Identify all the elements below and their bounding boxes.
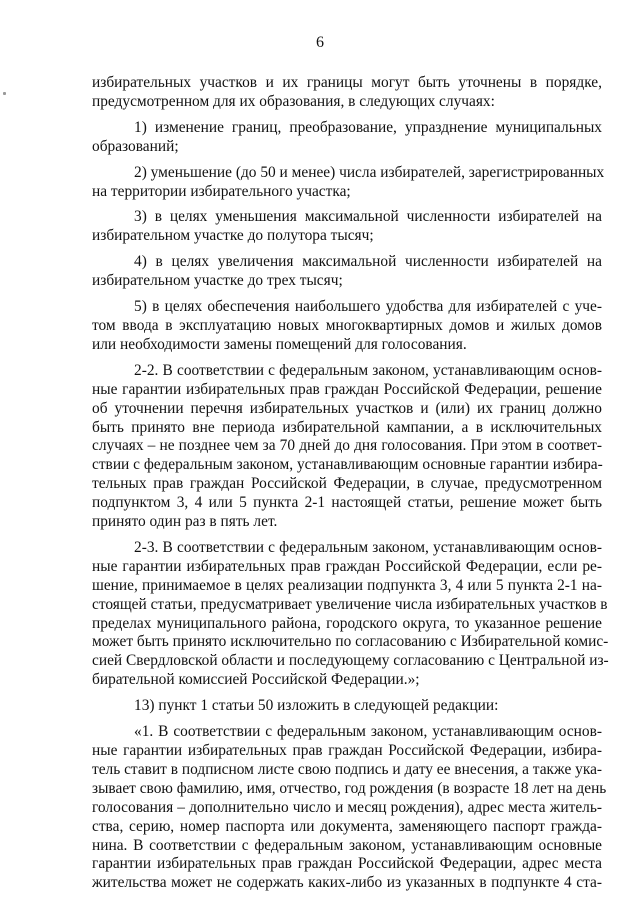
text-line: избирательных участков и их границы могут быть уточнены в порядке, [92,74,602,91]
paragraph [92,74,602,112]
paragraph [92,253,602,291]
text-line: случаях – не позднее чем за 70 дней до дня голосования. При этом в соответ- [92,437,602,455]
document-body [92,74,609,900]
text-line: подпунктом 3, 4 или 5 пункта 2-1 настоящей статьи, решение может быть [92,494,602,512]
text-line: избирательном участке до трех тысяч; [92,272,343,290]
text-line: предусмотренном для их образования, в следующих случаях: [92,92,495,110]
text-line: сией Свердловской области и последующему согласованию с Центральной из- [92,652,609,670]
text-line: тельных прав граждан Российской Федерации, в случае, предусмотренном [92,475,602,493]
text-line: голосования – дополнительно число и месяц рождения), адрес места житель- [92,798,602,816]
paragraph [92,697,602,716]
paragraph [92,362,602,532]
paragraph [92,208,602,246]
text-line: ные гарантии избирательных прав граждан Российской Федерации, избира- [92,742,602,759]
text-line: ные гарантии избирательных прав граждан Российской Федерации, если ре- [92,557,602,575]
scan-mark [3,92,6,95]
page-number: 6 [316,34,324,51]
text-line: 2-2. В соответствии с федеральным законом, устанавливающим основ- [134,361,602,379]
text-line: 4) в целях увеличения максимальной численности избирателей на [134,253,602,271]
text-line: стоящей статьи, предусматривает увеличение числа избирательных участков в [92,595,608,613]
text-line: 2-3. В соответствии с федеральным законом, устанавливающим основ- [134,538,602,556]
text-line: избирательном участке до полутора тысяч; [92,227,374,245]
text-line: 3) в целях уменьшения максимальной численности избирателей на [134,208,602,226]
text-line: 13) пункт 1 статьи 50 изложить в следующей редакции: [134,697,499,715]
text-line: может быть принято исключительно по согласованию с Избирательной комис- [92,633,609,651]
text-line: принято один раз в пять лет. [92,513,278,531]
text-line: бирательной комиссией Российской Федерации.»; [92,671,420,689]
paragraph [92,298,602,355]
text-line: «1. В соответствии с федеральным законом, устанавливающим основ- [134,723,602,741]
text-line: 1) изменение границ, преобразование, упразднение муниципальных [134,118,602,136]
paragraph [92,119,602,157]
text-line: гарантии избирательных прав граждан Российской Федерации, адрес места [92,855,602,873]
text-line: зывает свою фамилию, имя, отчество, год рождения (в возрасте 18 лет на день [92,779,607,797]
text-line: жительства может не содержать каких-либо из указанных в подпункте 4 ста- [92,874,602,892]
text-line: 5) в целях обеспечения наибольшего удобства для избирателей с уче- [134,298,602,316]
paragraph [92,163,605,202]
text-line: том ввода в эксплуатацию новых многоквартирных домов и жилых домов [92,316,602,334]
paragraph [92,723,607,893]
text-line: ствии с федеральным законом, устанавливающим основные гарантии избира- [92,456,603,474]
text-line: нина. В соответствии с федеральным законом, устанавливающим основные [92,836,602,854]
text-line: тель ставит в подписном листе свою подпись и дату ее внесения, а также ука- [92,760,603,778]
text-line: 2) уменьшение (до 50 и менее) числа избирателей, зарегистрированных [134,163,605,181]
text-line: образований; [92,137,179,155]
text-line: шение, принимаемое в целях реализации подпункта 3, 4 или 5 пункта 2-1 на- [92,576,602,594]
text-line: на территории избирательного участка; [92,182,351,200]
text-line: или необходимости замены помещений для голосования. [92,335,467,353]
paragraph [92,538,609,690]
text-line: быть принято вне периода избирательной кампании, а в исключительных [92,418,602,436]
text-line: об уточнении перечня избирательных участков и (или) их границ должно [92,399,602,417]
text-line: пределах муниципального района, городского округа, то указанное решение [92,614,602,632]
text-line: ные гарантии избирательных прав граждан Российской Федерации, решение [92,380,602,398]
text-line: ства, серию, номер паспорта или документа, заменяющего паспорт гражда- [92,817,602,835]
